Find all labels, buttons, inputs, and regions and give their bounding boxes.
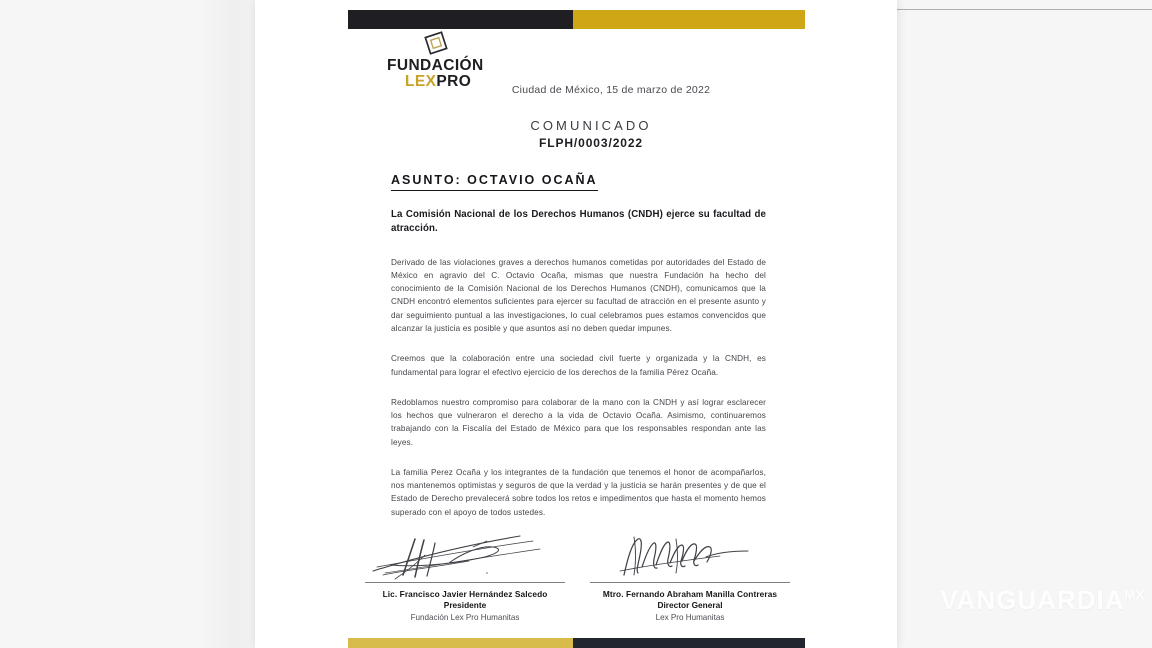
signature-block-left — [365, 527, 565, 623]
signatory-role: Director General — [657, 599, 723, 610]
diamond-outline-icon — [423, 30, 449, 56]
body-paragraph: Creemos que la colaboración entre una sociedad civil fuerte y organizada y la CNDH, es fundamental para lograr el efectivo ejercicio de los derechos de la familia Pérez Ocaña. — [391, 354, 766, 377]
lead-statement: La Comisión Nacional de los Derechos Humanos (CNDH) ejerce su facultad de atracción. — [391, 209, 766, 234]
signature-line — [590, 582, 790, 583]
body-paragraph: La familia Perez Ocaña y los integrantes de la fundación que tenemos el honor de acompañarlos, nos mantenemos optimistas y seguros de que la verdad y la justicia se harán presentes y de que el Estado de Derecho prevalecerá sobre todos los retos e impedimentos que hasta el momento hemos superado con el apoyo de todos ustedes. — [391, 467, 766, 517]
header-bar-gold — [573, 10, 805, 29]
body-column — [391, 171, 766, 527]
logo-pro-text: PRO — [436, 72, 472, 90]
date-line: Ciudad de México, 15 de marzo de 2022 — [511, 84, 711, 96]
signatory-organization: Fundación Lex Pro Humanitas — [410, 612, 520, 622]
signatory-name: Lic. Francisco Javier Hernández Salcedo — [382, 589, 548, 599]
signature-line — [365, 582, 565, 583]
organization-logo — [387, 30, 537, 90]
signature-block-right — [590, 527, 790, 623]
subject-heading: ASUNTO: OCTAVIO OCAÑA — [391, 173, 598, 191]
handwritten-signature-icon — [590, 527, 790, 582]
footer-bar-dark — [573, 638, 805, 648]
document-page — [255, 0, 897, 648]
title-block — [255, 118, 897, 150]
signature-row — [365, 527, 790, 623]
watermark-text: VANGUARDIA — [940, 585, 1125, 615]
header-bar-dark — [348, 10, 573, 29]
signatory-organization: Lex Pro Humanitas — [655, 612, 725, 622]
header-accent-bars — [255, 10, 897, 29]
signatory-role: Presidente — [443, 599, 487, 610]
body-paragraph: Derivado de las violaciones graves a derechos humanos cometidas por autoridades del Estado de México en agravio del C. Octavio Ocaña, mismas que nuestra Fundación ha hecho del conocimiento de la Comisión Nacional de los Derechos Humanos (CNDH), comunicamos que la CNDH encontró elementos suficientes para ejercer su facultad de atracción en el presente asunto y dar seguimiento puntual a las investigaciones, lo cual celebramos pues estamos convencidos que alcanzar la justicia es posible y que asuntos así no deben quedar impunes. — [391, 257, 766, 333]
source-watermark — [940, 585, 1144, 616]
footer-bar-gold — [348, 638, 573, 648]
handwritten-signature-icon — [365, 527, 565, 582]
logo-line-fundacion: FUNDACIÓN — [387, 57, 484, 74]
footer-accent-bars — [255, 638, 897, 648]
folio-number: FLPH/0003/2022 — [539, 136, 643, 150]
watermark-suffix: MX — [1124, 587, 1144, 603]
body-paragraph: Redoblamos nuestro compromiso para colaborar de la mano con la CNDH y así lograr esclarecer los hechos que vulneraron el derecho a la vida de Octavio Ocaña. Asimismo, continuaremos trabajando con la Fiscalía del Estado de México para que los responsables respondan ante las leyes. — [391, 397, 766, 447]
page-title: COMUNICADO — [530, 118, 652, 133]
signatory-name: Mtro. Fernando Abraham Manilla Contreras — [602, 589, 778, 599]
logo-lex-text: LEX — [405, 72, 437, 90]
